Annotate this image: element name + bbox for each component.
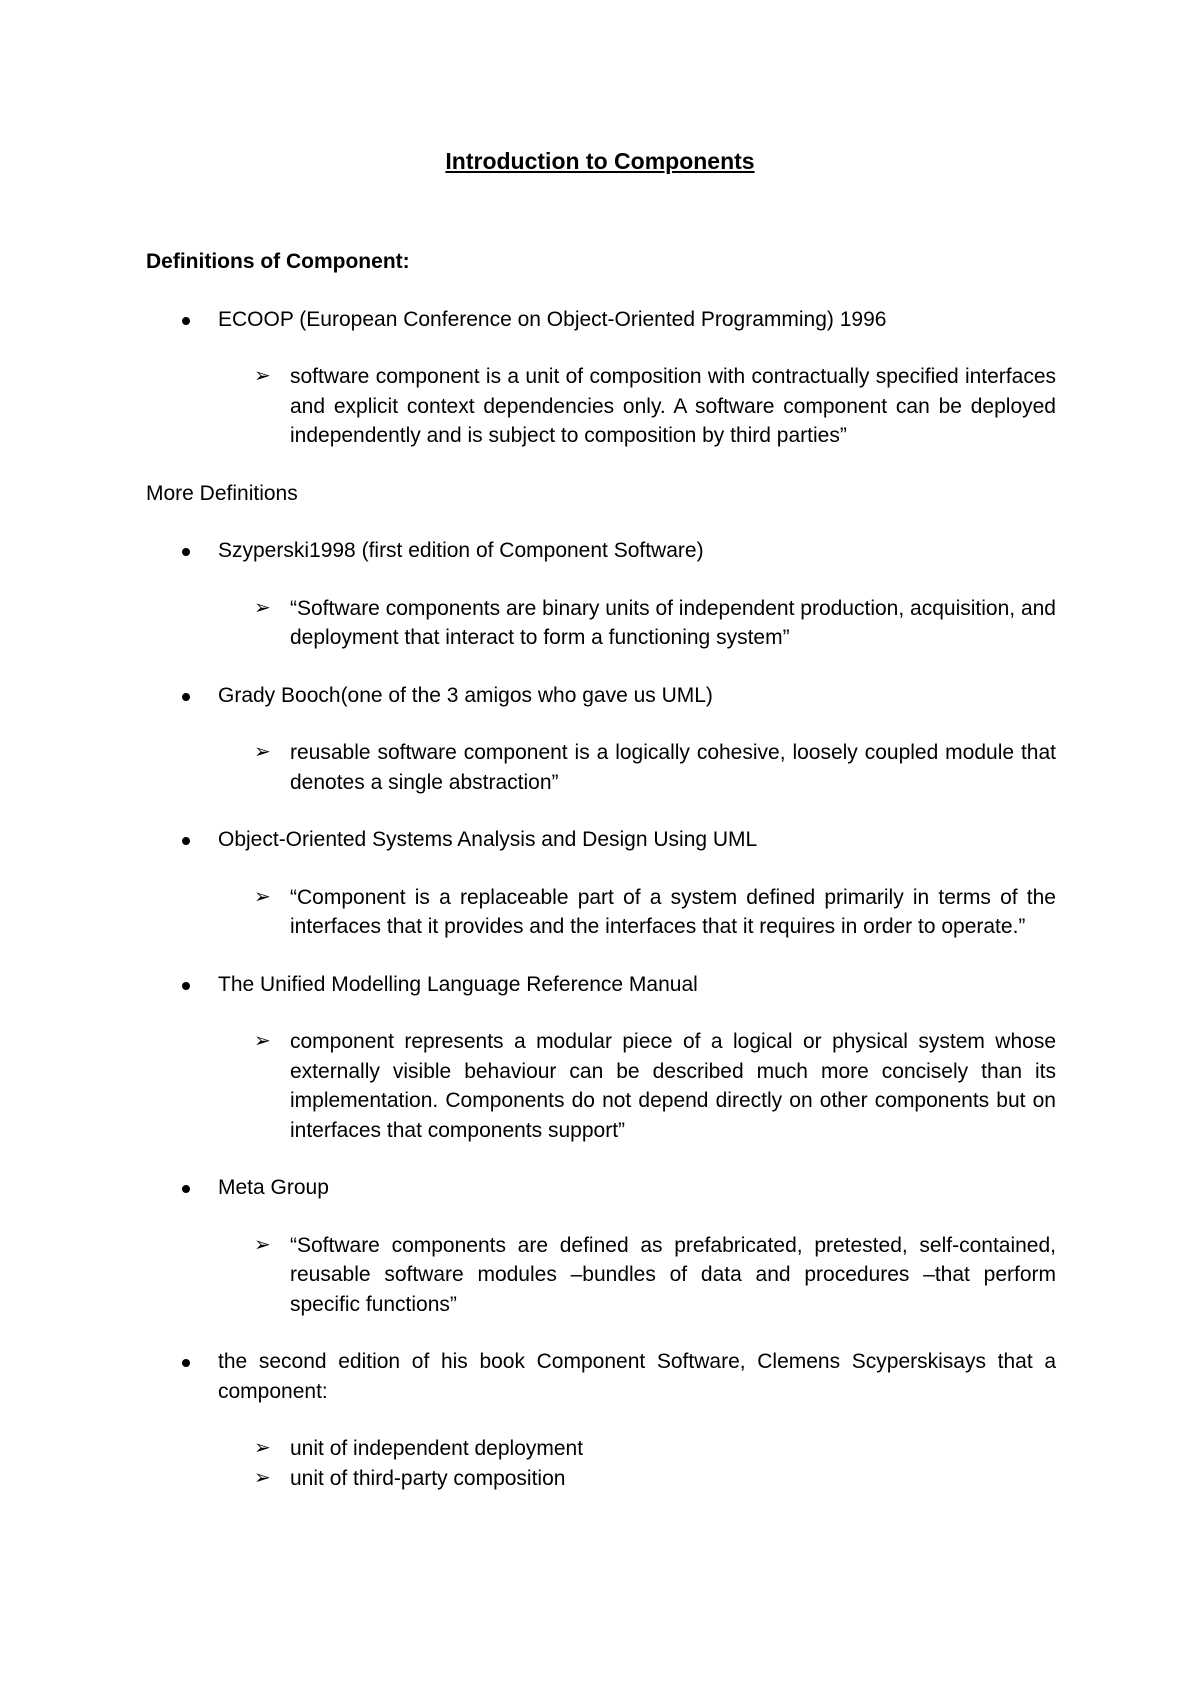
arrow-bullet-icon: ➢: [254, 885, 271, 908]
more-definitions-list: [146, 536, 1056, 1493]
list-item: [146, 970, 1056, 1146]
bullet-icon: [182, 1185, 190, 1193]
sub-list: [218, 738, 1056, 797]
list-item: [146, 1173, 1056, 1319]
quote-text: component represents a modular piece of a logical or physical system whose externally visible behaviour can be described much more concisely than its implementation. Components do not depend directly on other components but on interfaces that components support”: [290, 1030, 1056, 1142]
arrow-bullet-icon: ➢: [254, 1437, 271, 1459]
quote-text: software component is a unit of composition with contractually specified interfaces and explicit context dependencies only. A software component can be deployed independently and is subject to composition by third parties”: [290, 365, 1056, 447]
section-heading-more-definitions: More Definitions: [146, 481, 298, 505]
bullet-icon: [182, 837, 190, 845]
quote-text: unit of third-party composition: [290, 1466, 566, 1490]
quote-text: “Component is a replaceable part of a system defined primarily in terms of the interfaces that it provides and the interfaces that it requires in order to operate.”: [290, 885, 1056, 938]
list-item: [146, 681, 1056, 798]
page-title: Introduction to Components: [445, 148, 755, 174]
list-item-label: ECOOP (European Conference on Object-Oriented Programming) 1996: [218, 307, 887, 331]
sub-list: [218, 883, 1056, 942]
sub-list: [218, 1027, 1056, 1145]
section-heading-definitions: Definitions of Component:: [146, 250, 410, 273]
arrow-bullet-icon: ➢: [254, 1466, 271, 1489]
quote-text: unit of independent deployment: [290, 1437, 584, 1460]
arrow-bullet-icon: ➢: [254, 365, 271, 387]
list-item-label: Object-Oriented Systems Analysis and Design Using UML: [218, 828, 758, 851]
list-item-label: the second edition of his book Component Software, Clemens Scyperskisays that a component:: [218, 1350, 1056, 1403]
sub-list: [218, 594, 1056, 653]
list-item: [146, 825, 1056, 942]
bullet-icon: [182, 1359, 190, 1367]
bullet-icon: [182, 693, 190, 701]
bullet-icon: [182, 548, 190, 556]
sub-list-item: [146, 1464, 1056, 1494]
arrow-bullet-icon: ➢: [254, 1233, 271, 1256]
list-item-label: Szyperski1998 (first edition of Component Software): [218, 539, 704, 562]
quote-text: “Software components are binary units of independent production, acquisition, and deployment that interact to form a functioning system”: [290, 596, 1056, 649]
quote-text: reusable software component is a logically cohesive, loosely coupled module that denotes a single abstraction”: [290, 741, 1056, 794]
sub-list-item: [146, 1027, 1056, 1145]
arrow-bullet-icon: ➢: [254, 596, 271, 619]
sub-list: [218, 1434, 1056, 1493]
sub-list-item: [146, 1434, 1056, 1464]
list-item-label: Grady Booch(one of the 3 amigos who gave us UML): [218, 683, 713, 707]
bullet-icon: [182, 982, 190, 990]
quote-text: “Software components are defined as prefabricated, pretested, self-contained, reusable software modules –bundles of data and procedures –that perform specific functions”: [290, 1233, 1056, 1316]
sub-list-item: [146, 738, 1056, 797]
list-item-label: The Unified Modelling Language Reference Manual: [218, 972, 698, 996]
sub-list: [218, 1231, 1056, 1320]
definitions-list: [146, 305, 1056, 451]
list-item: [146, 1347, 1056, 1493]
document-body: [146, 247, 1056, 1493]
list-item: [146, 536, 1056, 653]
sub-list-item: [146, 362, 1056, 451]
sub-list-item: [146, 1231, 1056, 1320]
sub-list-item: [146, 594, 1056, 653]
list-item: [146, 305, 1056, 451]
arrow-bullet-icon: ➢: [254, 1030, 271, 1052]
sub-list: [218, 362, 1056, 451]
bullet-icon: [182, 317, 190, 325]
sub-list-item: [146, 883, 1056, 942]
arrow-bullet-icon: ➢: [254, 741, 271, 763]
list-item-label: Meta Group: [218, 1176, 329, 1199]
